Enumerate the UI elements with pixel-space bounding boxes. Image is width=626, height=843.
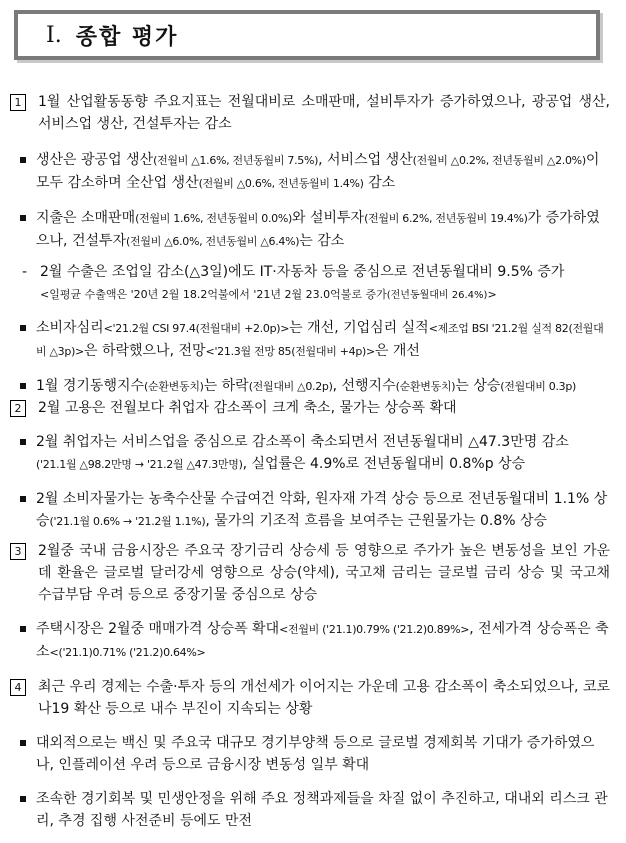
section-heading	[10, 91, 610, 135]
heading-text: 2월중 국내 금융시장은 주요국 장기금리 상승세 등 영향으로 주가가 높은 변동성을 보인 가운데 환율은 글로벌 달러강세 영향으로 상승(약세), 국고채 금리는 글로벌 금리 상승 및 국고채 수급부담 우려 등으로 중장기물 중심으로 상승	[38, 543, 610, 603]
square-bullet-icon	[20, 439, 26, 445]
square-bullet-icon	[20, 383, 26, 389]
heading-text: 최근 우리 경제는 수출·투자 등의 개선세가 이어지는 가운데 고용 감소폭이 축소되었으나, 코로나19 확산 등으로 내수 부진이 지속되는 상황	[38, 679, 610, 717]
bullet-text: 2월 소비자물가는 농축수산물 수급여건 악화, 원자재 가격 상승 등으로 전년동월대비 1.1% 상승('21.1월 0.6% → '21.2월 1.1%), 물가의 기조적 흐름을 보여주는 근원물가는 0.8% 상승	[36, 491, 608, 529]
dash-text: 2월 수출은 조업일 감소(△3일)에도 IT·자동차 등을 중심으로 전년동월대비 9.5% 증가 <일평균 수출액은 '20년 2월 18.2억불에서 '21년 2월 23.0억불로 증가(전년동월대비 26.4%)>	[40, 264, 565, 301]
section-heading	[10, 540, 610, 606]
bullet-text: 주택시장은 2월중 매매가격 상승폭 확대<전월비 ('21.1)0.79% ('21.2)0.89%>, 전세가격 상승폭은 축소<('21.1)0.71% ('21.2)0.64%>	[36, 621, 609, 660]
section-title: 종합 평가	[75, 24, 179, 50]
square-bullet-icon	[20, 626, 26, 632]
bullet-text: 소비자심리<'21.2월 CSI 97.4(전월대비 +2.0p)>는 개선, 기업심리 실적<제조업 BSI '21.2월 실적 82(전월대비 △3p)>은 하락했으나, 전망<'21.3월 전망 85(전월대비 +4p)>은 개선	[36, 320, 604, 359]
bullet-text: 대외적으로는 백신 및 주요국 대규모 경기부양책 등으로 글로벌 경제회복 기대가 증가하였으나, 인플레이션 우려 등으로 금융시장 변동성 일부 확대	[36, 735, 595, 773]
bullet-leading-index	[20, 375, 610, 398]
boxed-number: 1	[10, 94, 26, 111]
bullet-text: 조속한 경기회복 및 민생안정을 위해 주요 정책과제들을 차질 없이 추진하고, 대내외 리스크 관리, 추경 집행 사전준비 등에도 만전	[36, 791, 608, 829]
heading-text: 1월 산업활동동향 주요지표는 전월대비로 소매판매, 설비투자가 증가하였으나, 광공업 생산, 서비스업 생산, 건설투자는 감소	[38, 94, 610, 132]
bullet-employment	[20, 431, 610, 476]
summary-section-2	[10, 397, 610, 533]
bullet-external	[20, 732, 610, 776]
heading-text: 2월 고용은 전월보다 취업자 감소폭이 크게 축소, 물가는 상승폭 확대	[38, 400, 457, 416]
bullet-policy	[20, 788, 610, 832]
square-bullet-icon	[20, 157, 26, 163]
summary-section-4	[10, 676, 610, 832]
section-number: Ⅰ.	[46, 22, 62, 48]
square-bullet-icon	[20, 325, 26, 331]
bullet-text: 지출은 소매판매(전월비 1.6%, 전년동월비 0.0%)와 설비투자(전월비 6.2%, 전년동월비 19.4%)가 증가하였으나, 건설투자(전월비 △6.0%, 전년동월비 △6.4%)는 감소	[36, 210, 600, 249]
dash-marker: -	[22, 264, 28, 280]
square-bullet-icon	[20, 796, 26, 802]
bullet-text: 생산은 광공업 생산(전월비 △1.6%, 전년동월비 7.5%), 서비스업 생산(전월비 △0.2%, 전년동월비 △2.0%)이 모두 감소하며 全산업 생산(전월비 △0.6%, 전년동월비 1.4%) 감소	[36, 152, 600, 191]
boxed-number: 2	[10, 400, 26, 417]
bullet-production	[20, 149, 610, 195]
square-bullet-icon	[20, 215, 26, 221]
square-bullet-icon	[20, 496, 26, 502]
bullet-text: 1월 경기동행지수(순환변동치)는 하락(전월대비 △0.2p), 선행지수(순환변동치)는 상승(전월대비 0.3p)	[36, 378, 577, 394]
boxed-number: 3	[10, 543, 26, 560]
section-title-box	[14, 10, 600, 60]
summary-section-3	[10, 540, 610, 664]
bullet-expenditure	[20, 207, 610, 253]
section-heading	[10, 676, 610, 720]
boxed-number: 4	[10, 679, 26, 696]
bullet-sentiment	[20, 317, 610, 363]
square-bullet-icon	[20, 740, 26, 746]
summary-section-1	[10, 91, 610, 398]
bullet-prices	[20, 488, 610, 533]
dash-item-exports	[22, 261, 610, 305]
bullet-housing	[20, 618, 610, 664]
section-heading	[10, 397, 610, 419]
bullet-text: 2월 취업자는 서비스업을 중심으로 감소폭이 축소되면서 전년동월대비 △47.3만명 감소 ('21.1월 △98.2만명 → '21.2월 △47.3만명), 실업률은 4.9%로 전년동월대비 0.8%p 상승	[36, 434, 569, 472]
